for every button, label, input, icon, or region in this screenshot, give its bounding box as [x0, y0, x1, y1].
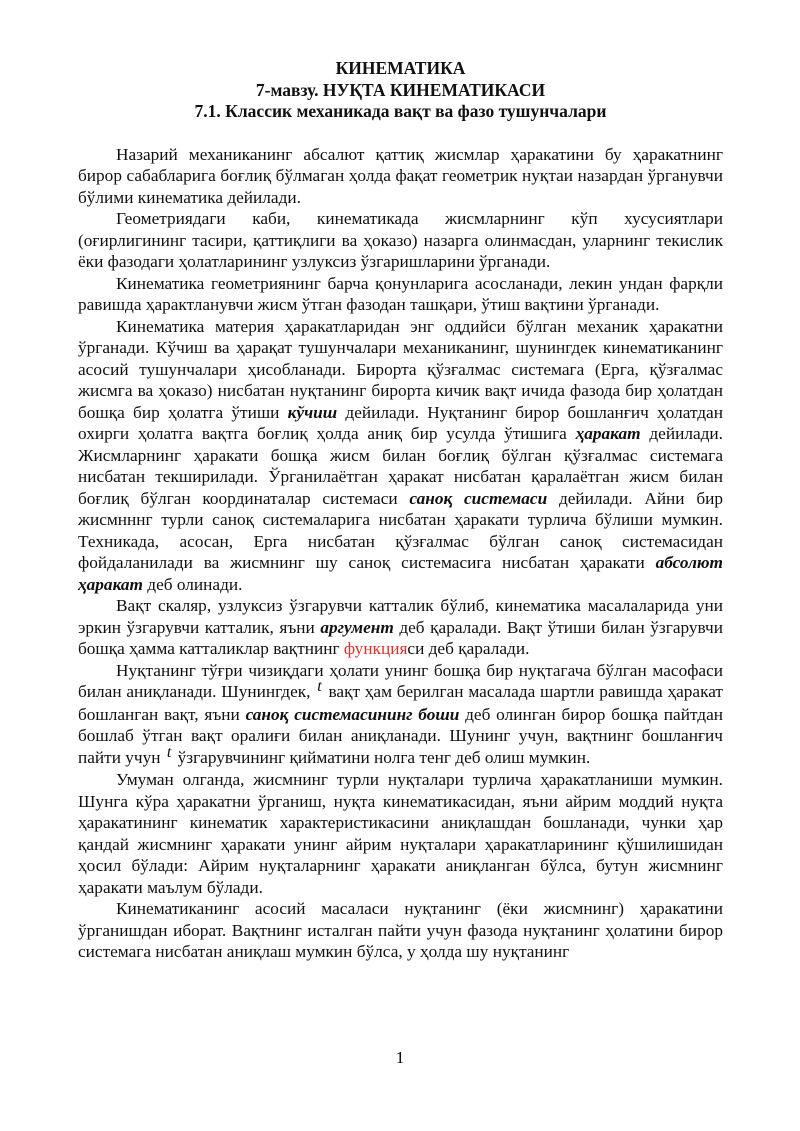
paragraph-5-text-a: Вақт скаляр, узлуксиз ўзгарувчи катталик бўлиб, кинематика масалаларида уни эркин ўзгарувчи катталик, яъни	[78, 596, 723, 637]
section-title: 7.1. Классик механикада вақт ва фазо тушунчалари	[194, 101, 607, 121]
paragraph-8: Кинематиканинг асосий масаласи нуқтанинг (ёки жисмнинг) ҳаракатини ўрганишдан иборат. Вақтнинг исталган пайти учун фазода нуқтанинг ҳолатини бирор системага нисбатан аниқлаш мумкин бўлса, у ҳолда шу нуқтанинг	[78, 899, 723, 961]
paragraph-5-text-c: си деб қаралади.	[407, 639, 530, 658]
paragraph-4-text-a: Кинематика материя ҳаракатларидан энг оддийси бўлган механик ҳаракатни ўрганади. Кўчиш ва ҳарақат тушунчалари механиканинг, шунингдек кинематиканинг асосий тушунчалари ҳисобланади. Бирорта қўзғалмас системага (Ерга, қўзғалмас жисмга ва ҳоказо) нисбатан нуқтанинг бирорта кичик вақт ичида фазода бир ҳолатдан бошқа бир ҳолатга ўтиши	[78, 316, 723, 422]
paragraph-4-text-c: дейилади. Жисмларнинг ҳаракати бошқа жисм билан боғлиқ бўлган қўзғалмас системага нисбатан текширилади. Ўрганилаётган ҳаракат нисбатан қаралаётган жисм билан боғлиқ бўлган координаталар системаси	[78, 424, 723, 508]
page-number: 1	[395, 1048, 405, 1067]
paragraph-6-text-d: ўзгарувчининг қийматини нолга тенг деб олиш мумкин.	[173, 747, 591, 767]
paragraph-5-text-b: деб қаралади. Вақт ўтиши билан ўзгарувчи бошқа ҳамма катталиклар вақтнинг	[78, 617, 723, 658]
topic-title: 7-мавзу. НУҚТА КИНЕМАТИКАСИ	[255, 79, 546, 100]
main-title: КИНЕМАТИКА	[335, 58, 466, 78]
time-variable-t: t	[317, 678, 322, 695]
paragraph-4	[78, 316, 723, 596]
paragraph-5	[78, 595, 723, 660]
term-absolyut-harakat: абсолют ҳаракат	[78, 553, 723, 594]
paragraph-6-text-c: деб олинган бирор бошқа пайтдан бошлаб ўтган вақт оралиғи билан аниқланади. Шунинг учун, вақтнинг бошланғич пайти учун	[78, 704, 723, 767]
paragraph-4-text-b: дейилади. Нуқтанинг бирор бошланғич ҳолатдан охирги ҳолатга вақтга боғлиқ ҳолда аниқ бир усулда ўтишига	[78, 402, 723, 443]
heading-block	[78, 58, 723, 123]
paragraph-2: Геометриядаги каби, кинематикада жисмларнинг кўп хусусиятлари (оғирлигининг тасири, қаттиқлиги ва ҳоказо) назарга олинмасдан, уларнинг текислик ёки фазодаги ҳолатларининг узлуксиз ўзгаришларини ўрганади.	[78, 209, 723, 271]
paragraph-6	[78, 660, 723, 770]
term-kuchish: кўчиш	[287, 402, 338, 422]
paragraph-4-text-e: деб олинади.	[142, 574, 243, 594]
term-sanoq-sistemasining-boshi: саноқ системасининг боши	[245, 704, 460, 724]
paragraph-4-text-d: дейилади. Айни бир жисмнннг турли саноқ системаларига нисбатан ҳаракати турлича бўлиши мумкин. Техникада, асосан, Ерга нисбатан қўзғалмас бўлган саноқ системасидан фойдаланилади ва жисмнинг шу саноқ системасига нисбатан ҳаракати	[78, 488, 724, 572]
paragraph-1: Назарий механиканинг абсалют қаттиқ жисмлар ҳаракатини бу ҳаракатнинг бирор сабабларига боғлиқ бўлмаган ҳолда фақат геометрик нуқтаи назардан ўрганувчи бўлими кинематика дейилади.	[78, 144, 723, 207]
time-variable-t-2: t	[166, 743, 172, 761]
highlighted-word-funktsiya: функция	[343, 639, 408, 658]
paragraph-6-text-a: Нуқтанинг тўғри чизиқдаги ҳолати унинг бошқа бир нуқтагача бўлган масофаси билан аниқланади. Шунингдек,	[78, 660, 723, 701]
term-harakat: ҳаракат	[575, 424, 641, 443]
paragraph-7: Умуман олганда, жисмнинг турли нуқталари турлича ҳаракатланиши мумкин. Шунга кўра ҳаракатни ўрганиш, нуқта кинематикасидан, яъни айрим моддий нуқта ҳаракатининг кинематик характеристикасини аниқлашдан бошланади, чунки ҳар қандай жисмнинг ҳаракати унинг айрим нуқталари ҳаракатларининг қўшилишидан ҳосил бўлади: Айрим нуқталарнинг ҳаракати аниқланган бўлса, бутун жисмнинг ҳаракати маълум бўлади.	[78, 770, 723, 897]
paragraph-6-text-b: вақт ҳам берилган масалада шартли равишда ҳаракат бошланган вақт, яъни	[78, 682, 723, 724]
heading-spacer	[78, 123, 723, 144]
term-sanoq-sistemasi: саноқ системаси	[409, 488, 548, 508]
document-page	[78, 58, 723, 963]
paragraph-3: Кинематика геометриянинг барча қонунларига асосланади, лекин ундан фарқли равишда ҳарактланувчи жисм ўтган фазодан ташқари, ўтиш вақтини ўрганади.	[78, 273, 723, 314]
term-argument: аргумент	[320, 617, 394, 637]
